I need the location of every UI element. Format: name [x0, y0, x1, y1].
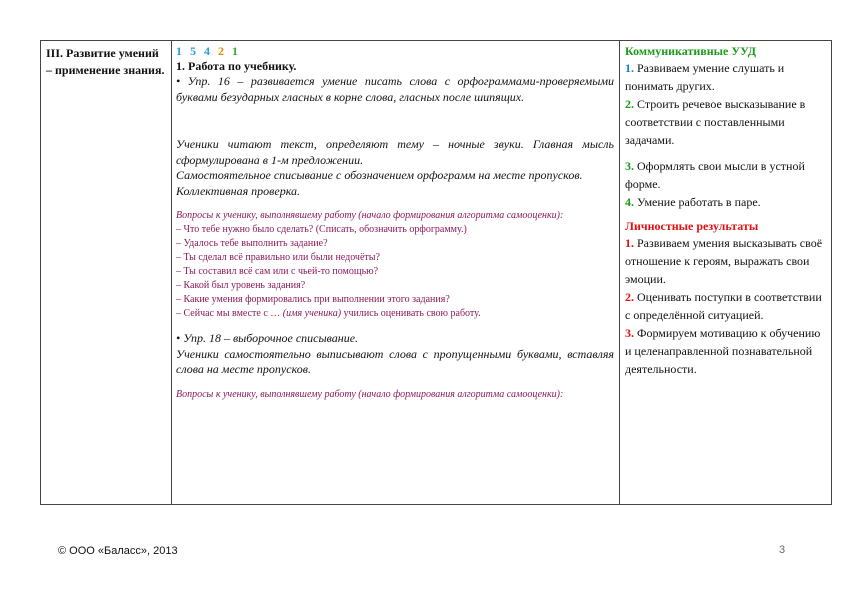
lesson-table [40, 40, 832, 505]
personal-item: 2. Оценивать поступки в соответствии с определённой ситуацией. [625, 290, 822, 322]
stage-cell [41, 41, 170, 504]
stage-title: III. Развитие умений – применение знания. [46, 46, 165, 77]
personal-item: 3. Формируем мотивацию к обучению и целенаправленной познавательной деятельности. [625, 326, 821, 376]
level-mark: 1 [232, 44, 239, 58]
exercise-18: • Упр. 18 – выборочное списывание. [176, 331, 359, 345]
communicative-item: 3. Оформлять свои мысли в устной форме. [625, 159, 805, 191]
question-item: – Что тебе нужно было сделать? (Списать, обозначить орфограмму.) [176, 224, 467, 235]
question-item: – Удалось тебе выполнить задание? [176, 238, 328, 249]
level-mark: 4 [204, 44, 211, 58]
copyright-footer: © ООО «Баласс», 2013 [58, 545, 178, 557]
question-item: – Какой был уровень задания? [176, 280, 306, 291]
difficulty-levels [176, 44, 614, 59]
personal-title: Личностные результаты [625, 219, 759, 233]
student-name-placeholder: (имя ученика) [282, 308, 342, 319]
question-item: – Ты сделал всё правильно или были недочёты? [176, 252, 380, 263]
level-mark: 2 [218, 44, 225, 58]
question-suffix: учились оценивать свою работу. [341, 308, 481, 319]
level-mark: 1 [176, 44, 183, 58]
exercise-16: • Упр. 16 – развивается умение писать слова с орфограммами-проверяемыми буквами безударных гласных в корне слова, гласных после шипящих. [176, 74, 614, 104]
questions-heading: Вопросы к ученику, выполнявшему работу (начало формирования алгоритма самооценки): [176, 210, 564, 221]
personal-item: 1. Развиваем умения высказывать своё отношение к героям, выражать свои эмоции. [625, 236, 823, 286]
self-copy-text: Самостоятельное списывание с обозначением орфограмм на месте пропусков. [176, 168, 583, 182]
work-title: 1. Работа по учебнику. [176, 59, 297, 73]
communicative-item: 1. Развиваем умение слушать и понимать других. [625, 61, 785, 93]
question-prefix: – Сейчас мы вместе с … [176, 308, 283, 319]
communicative-item: 2. Строить речевое высказывание в соответствии с поставленными задачами. [625, 97, 806, 147]
communicative-title: Коммуникативные УУД [625, 44, 757, 58]
page-number: 3 [779, 544, 786, 556]
question-item-last [176, 307, 614, 321]
questions-heading-2: Вопросы к ученику, выполнявшему работу (начало формирования алгоритма самооценки): [176, 388, 564, 400]
exercise-18-text: Ученики самостоятельно выписывают слова с пропущенными буквами, вставляя слова на месте пропусков. [176, 346, 614, 376]
question-item: – Какие умения формировались при выполнении этого задания? [176, 294, 450, 305]
question-item: – Ты составил всё сам или с чьей-то помощью? [176, 266, 379, 277]
students-read-text: Ученики читают текст, определяют тему – ночные звуки. Главная мысль сформулирована в 1-м предложении. [176, 137, 614, 167]
collective-check-text: Коллективная проверка. [176, 183, 301, 198]
level-mark: 5 [190, 44, 197, 58]
communicative-item: 4. Умение работать в паре. [625, 195, 761, 209]
content-cell [172, 41, 618, 504]
uud-cell [620, 41, 832, 504]
